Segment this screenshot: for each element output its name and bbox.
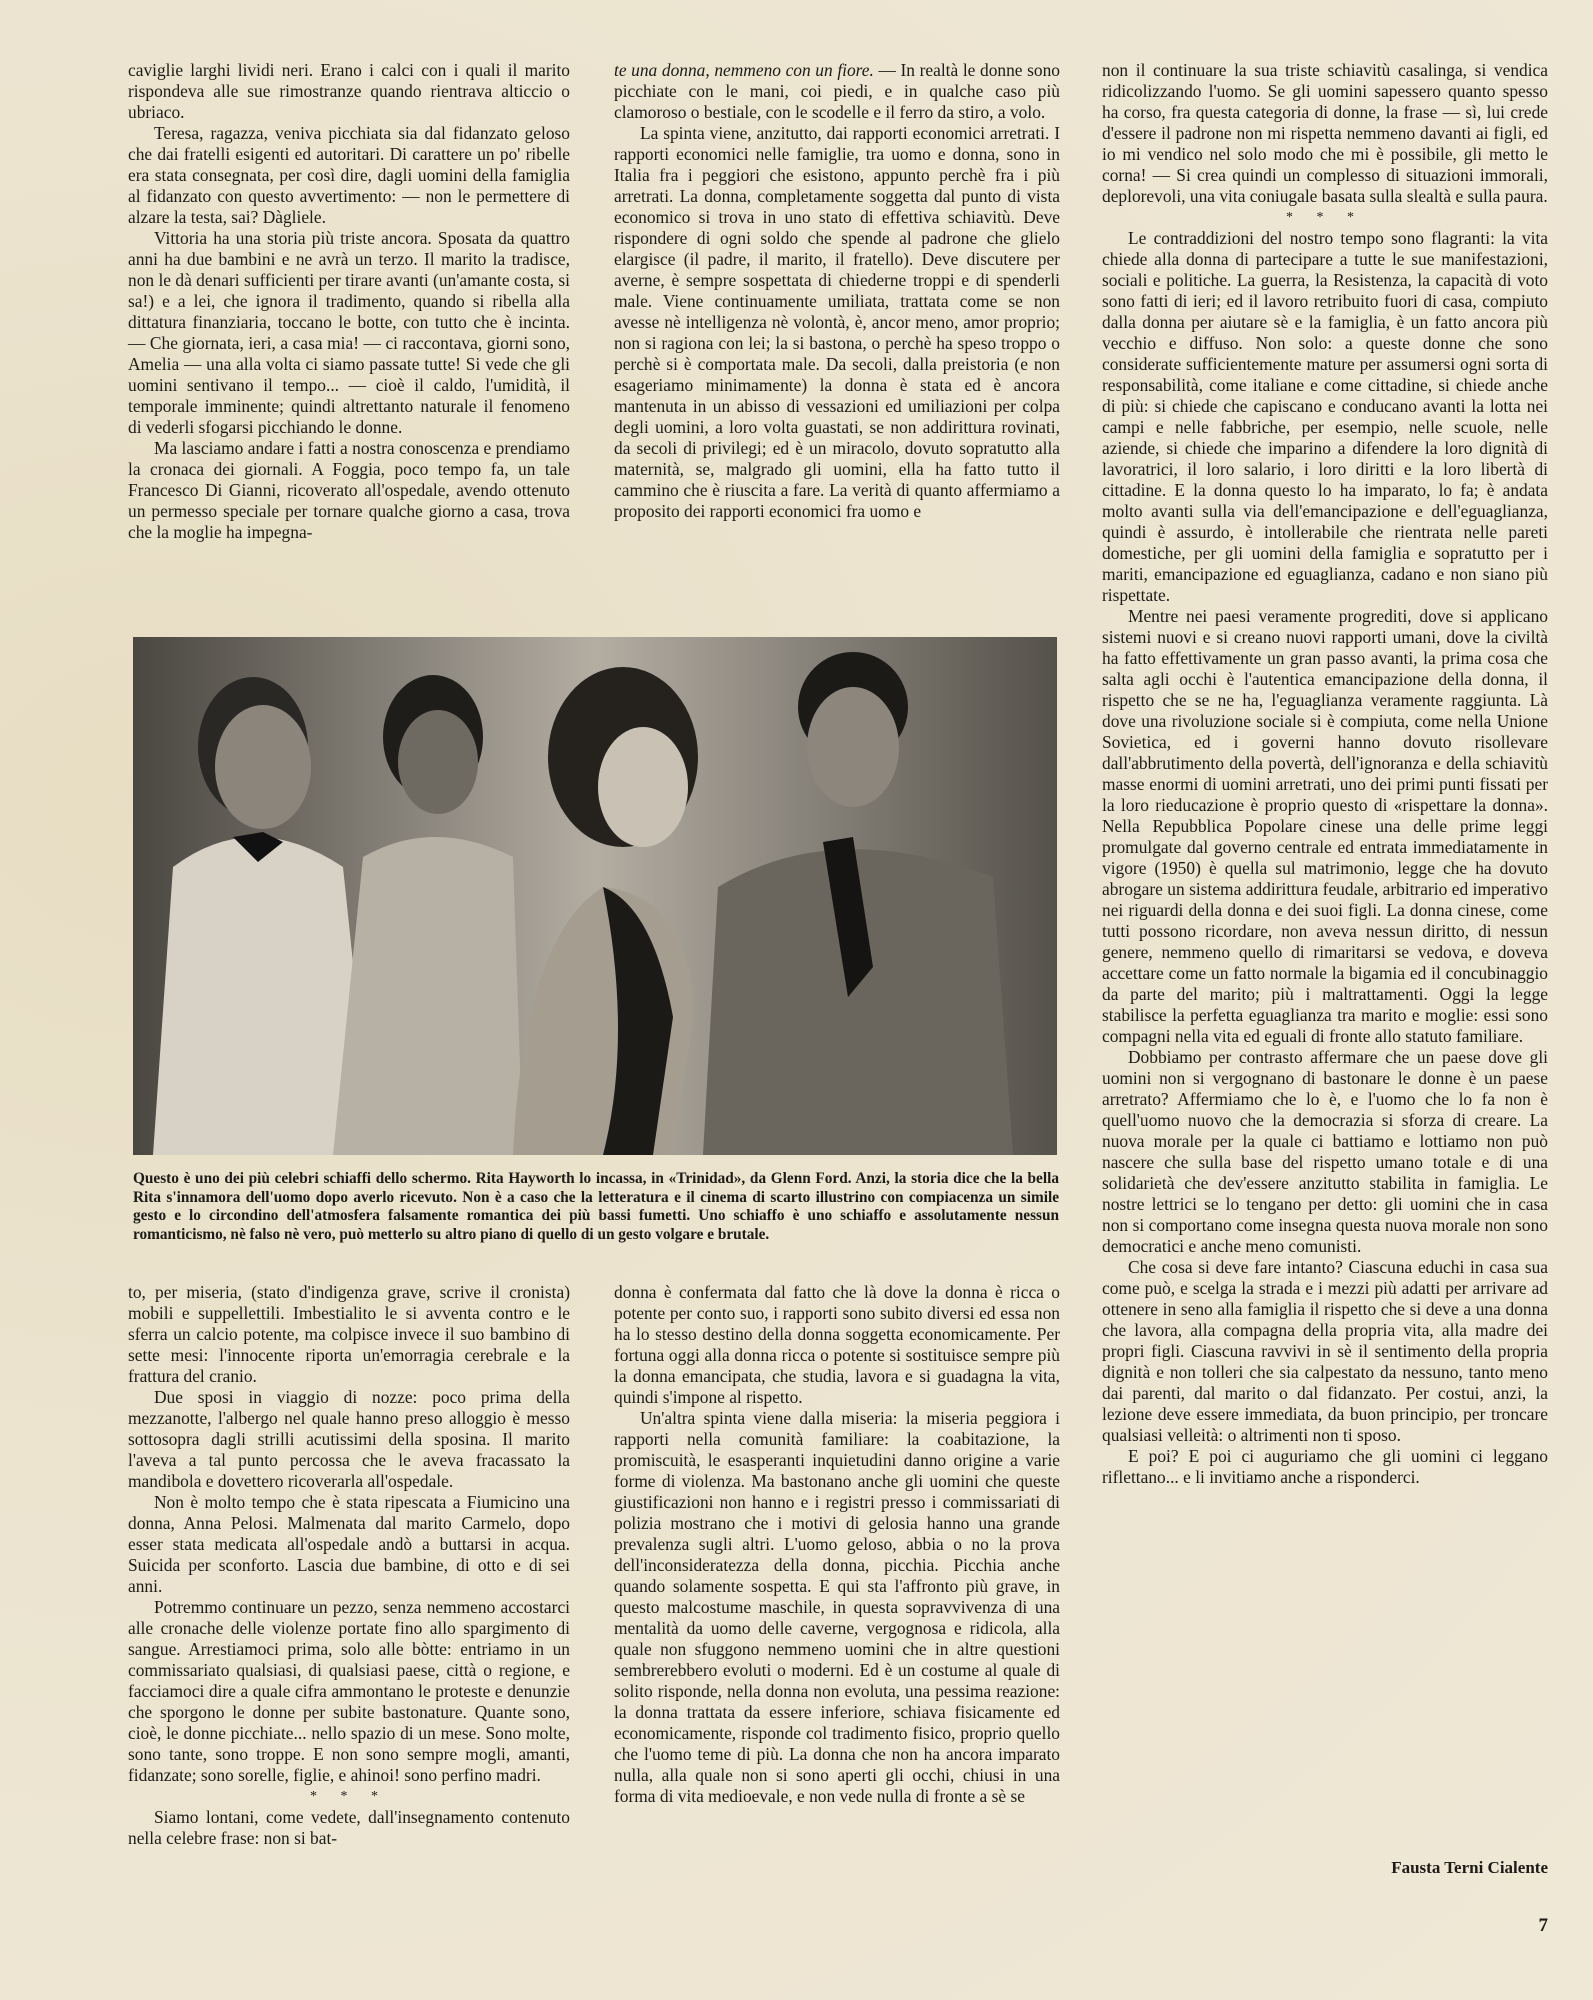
paragraph: Un'altra spinta viene dalla miseria: la miseria peggiora i rapporti nella comunità familiare: la coabitazione, la promiscuità, le esasperanti inquietudini danno origine a varie forme di violenza. Ma bastonano anche gli uomini che queste giustificazioni non hanno e i registri presso i commissariati di polizia mostrano che i motivi di gelosia hanno una grande prevalenza sugli altri. L'uomo geloso, abbia o no la prova dell'inconsideratezza della donna, picchia. Picchia anche quando solamente sospetta. E qui sta l'affronto più grave, in questo malcostume maschile, in questa sopravvivenza di una mentalità da uomo delle caverne, vergognosa e ridicola, alla quale non sfuggono nemmeno uomini che in altre questioni sembrerebbero evoluti o moderni. Ed è un costume al quale di solito risponde, nella donna non evoluta, una pessima reazione: la donna trattata da essere inferiore, schiava fisicamente ed economicamente, risponde col tradimento fisico, proprio quello che l'uomo teme di più. La donna che non ha ancora imparato nulla, alla quale non si sono aperti gli occhi, chiusi in una forma di vita medioevale, e non vede nulla di fronte a sè se: [614, 1408, 1060, 1806]
photo-illustration: [133, 637, 1057, 1155]
paragraph: E poi? E poi ci auguriamo che gli uomini ci leggano riflettano... e li invitiamo anche a risponderci.: [1102, 1446, 1548, 1487]
paragraph: La spinta viene, anzitutto, dai rapporti economici arretrati. I rapporti economici nelle famiglie, tra uomo e donna, sono in Italia fra i peggiori che esistono, appunto perchè fra i più arretrati. La donna, completamente soggetta dal punto di vista economico si trova in uno stato di effettiva schiavitù. Deve rispondere di ogni soldo che spende al padrone che glielo elargisce (il padre, il marito, il fratello). Deve discutere per averne, è sempre sospettata di chiederne troppi e di spenderli male. Viene continuamente umiliata, trattata come se non avesse nè intelligenza nè volontà, è, ancor meno, amor proprio; non si ragiona con lei; la si bastona, o perchè ha speso troppo o perchè si è comportata male. Da secoli, dalla preistoria (e non esageriamo minimamente) la donna è stata ed è ancora mantenuta in un abisso di vessazioni ed umiliazioni per colpa degli uomini, a loro volta guastati, se non addirittura rovinati, da secoli di privilegi; ed è un miracolo, dovuto sopratutto alla maternità, se, malgrado gli uomini, ella ha fatto tutto il cammino che è riuscita a fare. La verità di quanto affermiamo a proposito dei rapporti economici fra uomo e: [614, 123, 1060, 521]
paragraph: Mentre nei paesi veramente progrediti, dove si applicano sistemi nuovi e si creano nuovi rapporti umani, dove la civiltà ha fatto effettivamente un gran passo avanti, la prima cosa che salta agli occhi è l'autentica emancipazione della donna, il rispetto che se ne ha, l'eguaglianza veramente raggiunta. Là dove una rivoluzione sociale si è compiuta, come nella Unione Sovietica, ed i governi hanno dovuto risollevare dall'abbrutimento della povertà, dell'ignoranza e della schiavitù masse enormi di uomini arretrati, uno dei primi punti fissati per la loro rieducazione è proprio questo di «rispettare la donna». Nella Repubblica Popolare cinese una delle prime leggi promulgate dal governo centrale ed entrata immediatamente in vigore (1950) è quella sul matrimonio, legge che ha dovuto abrogare un sistema addirittura feudale, arbitrario ed imperativo nei riguardi della donna e dei suoi figli. La donna cinese, come tutti possono ricordare, non aveva nessun diritto, di nessun genere, nemmeno quello di rimaritarsi se vedova, e doveva accettare come un fatto normale la bigamia ed il concubinaggio da parte del marito; più i maltrattamenti. Oggi la legge stabilisce la perfetta eguaglianza tra marito e moglie: essi sono compagni nella vita ed eguali di fronte allo statuto familiare.: [1102, 606, 1548, 1046]
paragraph: Non è molto tempo che è stata ripescata a Fiumicino una donna, Anna Pelosi. Malmenata dal marito Carmelo, dopo esser stata medicata all'ospedale andò a buttarsi in acqua. Suicida per sconforto. Lascia due bambine, di otto e di sei anni.: [128, 1492, 570, 1596]
film-still-photo: [133, 637, 1057, 1155]
paragraph: Vittoria ha una storia più triste ancora. Sposata da quattro anni ha due bambini e ne avrà un terzo. Il marito la tradisce, non le dà denari sufficienti per tirare avanti (un'amante costa, si sa!) e a lei, che ignora il tradimento, quando si ribella alla dittatura finanziaria, toccano le botte, con tutto che è incinta. — Che giornata, ieri, a casa mia! — ci raccontava, giorni sono, Amelia — una alla volta ci siamo passate tutte! Si vede che gli uomini sentivano il tempo... — cioè il caldo, l'umidità, il temporale imminente; quindi altrettanto naturale il fenomeno di vederli sfogarsi picchiando le donne.: [128, 228, 570, 437]
column-2-bottom: [614, 1282, 1060, 1807]
paragraph: Che cosa si deve fare intanto? Ciascuna educhi in casa sua come può, e scelga la strada e i mezzi più adatti per arrivare ad ottenere in seno alla famiglia il rispetto che si deve a una donna che lavora, alla compagna della propria vita, alla madre dei propri figli. Ciascuna ravvivi in sè il sentimento della propria dignità e non tolleri che sia calpestato da nessuno, tanto meno dai parenti, dal marito o dal fidanzato. Per costui, anzi, la lezione deve essere immediata, da buon principio, per troncare qualsiasi velleità: o altrimenti non ti sposo.: [1102, 1257, 1548, 1445]
section-divider: * * *: [310, 1789, 388, 1804]
photo-caption: Questo è uno dei più celebri schiaffi dello schermo. Rita Hayworth lo incassa, in «Trinidad», da Glenn Ford. Anzi, la storia dice che la bella Rita s'innamora dell'uomo dopo averlo ricevuto. Non è a caso che la letteratura e il cinema di scarto illustrino con compiacenza un simile gesto e lo circondino dell'atmosfera falsamente romantica dei più bassi fumetti. Uno schiaffo è uno schiaffo e assolutamente nessun romanticismo, nè falso nè vero, può metterlo su altro piano di quello di un gesto volgare e brutale.: [133, 1170, 1059, 1243]
paragraph: Siamo lontani, come vedete, dall'insegnamento contenuto nella celebre frase: non si bat-: [128, 1807, 570, 1848]
paragraph: donna è confermata dal fatto che là dove la donna è ricca o potente per conto suo, i rapporti sono subito diversi ed essa non ha lo stesso destino della donna soggetta economicamente. Per fortuna oggi alla donna ricca o potente si sostituisce sempre più la donna emancipata, che studia, lavora e si guadagna la vita, quindi s'impone al rispetto.: [614, 1282, 1060, 1407]
author-signature: Fausta Terni Cialente: [1391, 1858, 1548, 1877]
italic-quote: te una donna, nemmeno con un fiore.: [614, 60, 874, 80]
page-number: 7: [1538, 1915, 1548, 1936]
column-1-top: [128, 60, 570, 543]
paragraph: [614, 60, 1060, 123]
paragraph: non il continuare la sua triste schiavitù casalinga, si vendica ridicolizzando l'uomo. Se gli uomini sapessero quanto spesso ha corso, fra questa categoria di donne, la frase — sì, lui crede d'essere il padrone non mi rispetta nemmeno davanti ai figli, ed io mi vendico nel solo modo che mi è possibile, gli metto le corna! — Si crea quindi un complesso di situazioni immorali, deplorevoli, una vita coniugale basata sulla slealtà e sulla paura.: [1102, 60, 1548, 206]
column-1-bottom: [128, 1282, 570, 1849]
paragraph: Potremmo continuare un pezzo, senza nemmeno accostarci alle cronache delle violenze portate fino allo spargimento di sangue. Arrestiamoci prima, solo alle bòtte: entriamo in un commissariato qualsiasi, di qualsiasi paese, città o regione, e facciamoci dire a quale cifra ammontano le proteste e denunzie che sporgono le donne per subite bastonature. Quante sono, cioè, le donne picchiate... nello spazio di un mese. Sono molte, sono tante, sono troppe. E non sono sempre mogli, amanti, fidanzate; sono sorelle, figlie, e ahinoi! sono perfino madri.: [128, 1597, 570, 1785]
paragraph: Ma lasciamo andare i fatti a nostra conoscenza e prendiamo la cronaca dei giornali. A Foggia, poco tempo fa, un tale Francesco Di Gianni, ricoverato all'ospedale, avendo ottenuto un permesso speciale per tornare qualche giorno a casa, trova che la moglie ha impegna-: [128, 438, 570, 542]
column-2-top: [614, 60, 1060, 522]
paragraph: Teresa, ragazza, veniva picchiata sia dal fidanzato geloso che dai fratelli esigenti ed autoritari. Di carattere un po' ribelle era stata consegnata, per così dire, dagli uomini della famiglia al fidanzato con questo avvertimento: — non le permettere di alzare la testa, sai? Dàgliele.: [128, 123, 570, 227]
column-3: [1102, 60, 1548, 1488]
section-divider: * * *: [1286, 210, 1364, 225]
paragraph: caviglie larghi lividi neri. Erano i calci con i quali il marito rispondeva alle sue rimostranze quando rientrava alticcio o ubriaco.: [128, 60, 570, 122]
paragraph: Dobbiamo per contrasto affermare che un paese dove gli uomini non si vergognano di bastonare le donne è un paese arretrato? Affermiamo che lo è, e l'uomo che lo fa non è quell'uomo nuovo che la democrazia si sforza di creare. La nuova morale per la quale ci battiamo e lottiamo non può nascere che sulla base del rispetto umano totale e di una solidarietà che dev'essere anzitutto stabilita in famiglia. Le nostre lettrici se lo tengano per detto: gli uomini che in casa non si comportano come insegna questa nuova morale non sono democratici e anche meno comunisti.: [1102, 1047, 1548, 1256]
paragraph: Le contraddizioni del nostro tempo sono flagranti: la vita chiede alla donna di partecipare a tutte le sue manifestazioni, sociali e politiche. La guerra, la Resistenza, la capacità di voto sono fatti di ieri; ed il lavoro retribuito fuori di casa, compiuto dalla donna per aiutare sè e la famiglia, è un fatto ancora più vecchio e diffuso. Non solo: a queste donne che sono considerate sufficientemente mature per assumersi ogni sorta di responsabilità, come italiane e come cittadine, si chiede anche di più: si chiede che capiscano e conducano avanti la lotta nei campi e nelle fabbriche, per esempio, nelle scuole, nelle aziende, si chiede che imparino a difendere la loro dignità di lavoratrici, il loro salario, i loro diritti e la loro libertà di cittadine. E la donna questo lo ha imparato, lo fa; è andata molto avanti sulla via dell'emancipazione e dell'eguaglianza, quindi è assurdo, è intollerabile che rientrata nelle pareti domestiche, per gli uomini della famiglia e sopratutto per i mariti, emancipazione ed eguaglianza, cadano e non siano più rispettate.: [1102, 228, 1548, 605]
paragraph: to, per miseria, (stato d'indigenza grave, scrive il cronista) mobili e suppellettili. Imbestialito le si avventa contro e le sferra un calcio potente, ma colpisce invece il suo bambino di sette mesi: l'innocente riporta un'emorragia cerebrale e la frattura del cranio.: [128, 1282, 570, 1386]
paragraph-text: — In realtà le donne sono picchiate con le mani, coi piedi, e in qualche caso più clamoroso o bestiale, con le scodelle e il ferro da stiro, a volo.: [614, 60, 1060, 122]
paragraph: Due sposi in viaggio di nozze: poco prima della mezzanotte, l'albergo nel quale hanno preso alloggio è messo sottosopra dagli strilli acutissimi della sposina. Il marito l'aveva a tal punto percossa che le aveva fracassato la mandibola e dovettero ricoverarla all'ospedale.: [128, 1387, 570, 1491]
